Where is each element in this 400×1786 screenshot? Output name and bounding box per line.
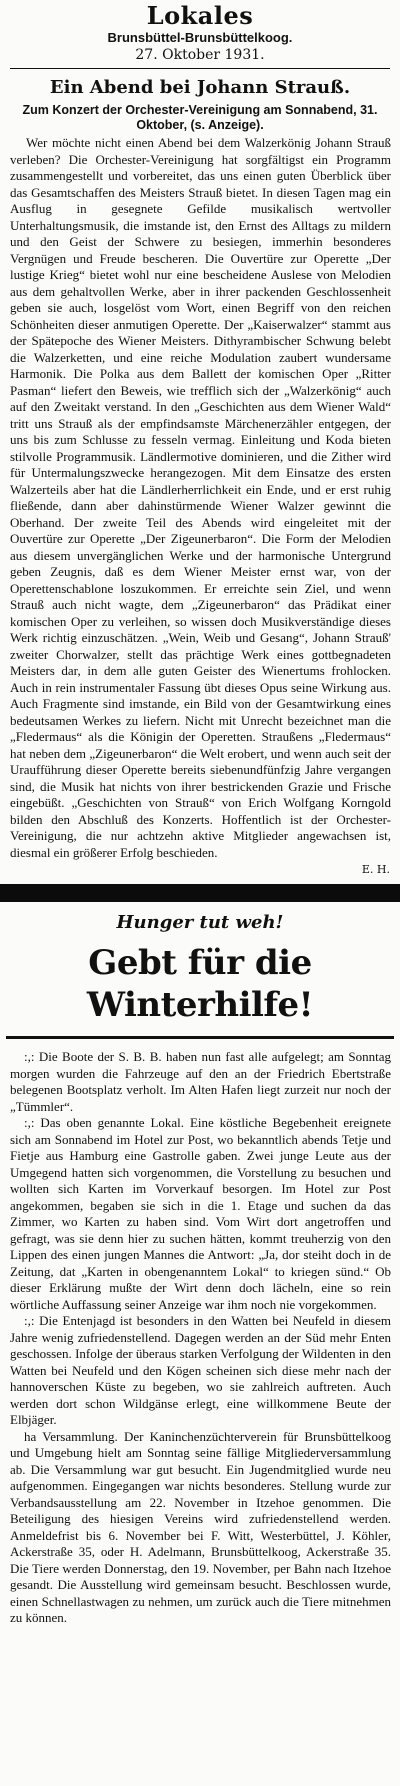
black-band bbox=[0, 884, 400, 902]
divider bbox=[10, 68, 390, 69]
section-date: 27. Oktober 1931. bbox=[135, 47, 265, 63]
section-place: Brunsbüttel-Brunsbüttelkoog. bbox=[107, 30, 293, 45]
notice-paragraph: :,: Die Boote der S. B. B. haben nun fast alle aufgelegt; am Sonntag morgen wurden die Fahrzeuge auf den an der Friedrich Ebertstraße belegenen Bootsplatz verholt. Im Alten Hafen liegt zurzeit nur noch der „Tümmler“. bbox=[10, 1049, 391, 1114]
appeal-small-heading: Hunger tut weh! bbox=[116, 912, 284, 933]
article-subhead: Zum Konzert der Orchester-Vereinigung am Sonnabend, 31. Oktober, (s. Anzeige). bbox=[22, 103, 378, 132]
appeal-big-heading: Gebt für die Winterhilfe! bbox=[86, 943, 314, 1025]
local-notices bbox=[0, 1039, 400, 1627]
notice-paragraph: :,: Die Entenjagd ist besonders in den Watten bei Neufeld in diesem Jahre wenig zufriedenstellend. Dagegen werden an der Süd mehr Enten geschossen. Infolge der überaus starken Verfolgung der Wildenten in den Watten bei Neufeld und den Kögen scheinen sich diese mehr nach der hannoverschen Küste zu begeben, wo sie zahlreich auftreten. Auch werden dort schon Wildgänse erlegt, eine willkommene Beute der Elbjäger. bbox=[10, 1313, 391, 1427]
notice-paragraph: ha Versammlung. Der Kaninchenzüchterverein für Brunsbüttelkoog und Umgebung hielt am Sonntag seine fällige Mitgliederversammlung ab. Die Versammlung war gut besucht. Ein Jugendmitglied wurde neu aufgenommen. Eingegangen war nichts besonderes. Stellung wurde zur Verbandsausstellung am 22. November in Itzehoe genommen. Die Beteiligung des hiesigen Vereins wird zufriedenstellend werden. Anmeldefrist bis 6. November bei F. Witt, Westerbüttel, J. Köhler, Ackerstraße 35, oder H. Adelmann, Brunsbüttelkoog, Ackerstraße 35. Die Tiere werden Donnerstag, den 19. November, per Bahn nach Itzehoe gesandt. Die Ausstellung wird gemeinsam besucht. Beschlossen wurde, einen Schnellastwagen zu nehmen, um zurück auch die Tiere mitnehmen zu können. bbox=[10, 1428, 391, 1625]
article-signature: E. H. bbox=[361, 863, 390, 876]
article-headline: Ein Abend bei Johann Strauß. bbox=[49, 77, 351, 98]
notice-paragraph: :,: Das oben genannte Lokal. Eine köstliche Begebenheit ereignete sich am Sonnabend im Hotel zur Post, wo bekanntlich abends Tetje und Fietje aus Hamburg eine Gastrolle gaben. Zwei junge Leute aus der Umgegend hatten sich vorgenommen, die Vorstellung zu besuchen und wollten sich Karten im Vorverkauf besorgen. Im Hotel zur Post angekommen, begaben sie sich in die 1. Etage und suchen da das Zimmer, wo Karten zu haben sind. Vom Wirt dort angetroffen und gefragt, was sie denn hier zu suchen hätten, kommt treuherzig von den Lippen des einen jungen Mannes die Antwort: „Ja, dor steiht doch in de Zeitung, dat „Karten in obengenanntem Lokal“ to kriegen sünd.“ Ob dieser Erklärung mußte der Wirt denn doch lächeln, eine so rein wörtliche Auffassung seiner Anzeige war ihm noch nie vorgekommen. bbox=[10, 1115, 391, 1312]
section-masthead bbox=[0, 0, 400, 64]
article-body bbox=[0, 135, 400, 861]
article-paragraph: Wer möchte nicht einen Abend bei dem Walzerkönig Johann Strauß verleben? Die Orchester-Vereinigung hat sorgfältigst ein Programm zusammengestellt und vorbereitet, das uns einen guten Überblick über das Gesamtschaffen des Meisters Strauß bietet. In diesen Tagen mag ein Ausflug in gesegnete Gefilde musikalisch wertvoller Unterhaltungsmusik, die imstande ist, den Ernst des Alltags zu mildern und den Geist der Schwere zu besiegen, immerhin besonderes Vergnügen und Freude bescheren. Die Ouvertüre zur Operette „Der lustige Krieg“ bietet wohl nur eine bescheidene Auslese von Melodien aus dem gehaltvollen Werke, aber in ihrer packenden Geschlossenheit geben sie auch, losgelöst vom Wort, einen Begriff von den reichen Schönheiten dieser anmutigen Operette. Der „Kaiserwalzer“ stammt aus der Spätepoche des Wiener Meisters. Dithyrambischer Schwung belebt die Walzerketten, und eine reiche Modulation zaubert wundersame Harmonik. Die Polka aus dem Ballett der komischen Oper „Ritter Pasman“ liefert den Beweis, wie trefflich sich der „Walzerkönig“ auch auf den Zweitakt verstand. In den „Geschichten aus dem Wiener Wald“ tritt uns Strauß als der empfindsamste Märchenerzähler entgegen, der uns bis zum Schlusse zu fesseln vermag. Einleitung und Koda bieten stilvolle Programmusik. Ländlermotive dominieren, und die Zither wird für Untermalungszwecke herangezogen. Mit dem Einsatze des ersten Walzerteils aber hat die Ländlerherrlichkeit ein Ende, und er erst ruhig fließende, dann aber dahinstürmende Wiener Walzer gewinnt die Oberhand. Der zweite Teil des Abends wird eingeleitet mit der Ouvertüre zur Operette „Der Zigeunerbaron“. Die Form der Melodien aus diesem unvergänglichen Werke und der harmonische Untergrund geben Zeugnis, daß es dem Wiener Meister ernst war, von der Operettenschablone loszukommen. Er erreichte sein Ziel, und wenn Strauß auch nicht wagte, dem „Zigeunerbaron“ das Prädikat einer komischen Oper zu verleihen, so wissen doch Musikverständige dieses Werk richtig einzuschätzen. „Wein, Weib und Gesang“, Johann Strauß' zweiter Chorwalzer, stellt das prächtige Werk eines gottbegnadeten Meisters dar, in dem alle guten Geister des Wienertums frohlocken. Auch in rein instrumentaler Fassung übt dieses Opus seine Wirkung aus. Auch Fragmente sind imstande, ein Bild von der Gesamtwirkung eines bedeutsamen Werkes zu liefern. Nicht mit Unrecht bezeichnet man die „Fledermaus“ als die Königin der Operetten. Straußens „Fledermaus“ hat neben dem „Zigeunerbaron“ die Welt erobert, und wenn auch seit der Uraufführung dieser Operette bereits siebenundfünfzig Jahre vergangen sind, die Musik hat nichts von ihrer bestrickenden Grazie und Frische eingebüßt. „Geschichten von Strauß“ von Erich Wolfgang Korngold bilden den Abschluß des Konzerts. Hoffentlich ist der Orchester-Vereinigung, die nur achtzehn aktive Mitglieder angewachsen ist, diesmal ein größerer Erfolg beschieden. bbox=[10, 135, 391, 860]
section-title: Lokales bbox=[146, 1, 254, 30]
